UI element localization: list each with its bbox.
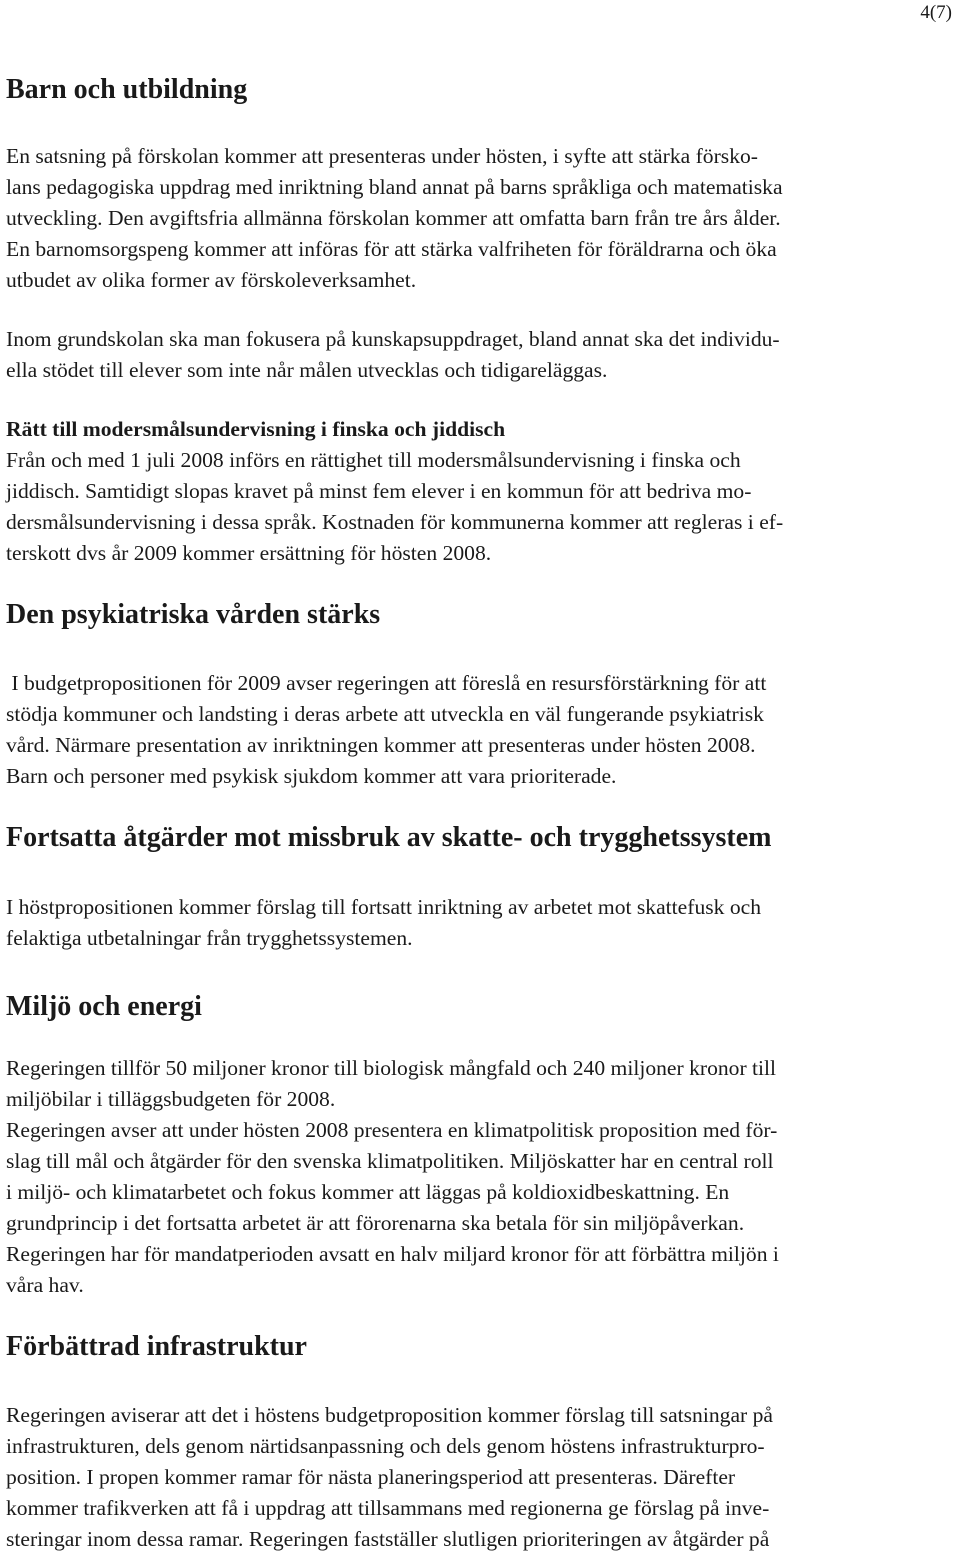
paragraph — [6, 1053, 954, 1301]
section-heading: Fortsatta åtgärder mot missbruk av skatte- och trygghetssystem — [6, 822, 772, 853]
text-line: våra hav. — [6, 1273, 84, 1297]
section-heading: Den psykiatriska vården stärks — [6, 599, 381, 630]
text-line: utbudet av olika former av förskoleverksamhet. — [6, 268, 417, 292]
text-line: I höstpropositionen kommer förslag till fortsatt inriktning av arbetet mot skattefusk och — [6, 895, 762, 919]
text-line: slag till mål och åtgärder för den svenska klimatpolitiken. Miljöskatter har en central roll — [6, 1149, 774, 1173]
text-line: i miljö- och klimatarbetet och fokus kommer att läggas på koldioxidbeskattning. En — [6, 1180, 730, 1204]
section-heading: Barn och utbildning — [6, 74, 248, 105]
text-line: vård. Närmare presentation av inriktningen kommer att presenteras under hösten 2008. — [6, 733, 756, 757]
text-line: stödja kommuner och landsting i deras arbete att utveckla en väl fungerande psykiatrisk — [6, 702, 764, 726]
text-line: En satsning på förskolan kommer att presenteras under hösten, i syfte att stärka försko- — [6, 144, 758, 168]
text-line: terskott dvs år 2009 kommer ersättning för hösten 2008. — [6, 541, 492, 565]
paragraph — [6, 1400, 954, 1555]
text-line: I budgetpropositionen för 2009 avser regeringen att föreslå en resursförstärkning för att — [6, 671, 767, 695]
text-line: lans pedagogiska uppdrag med inriktning bland annat på barns språkliga och matematiska — [6, 175, 783, 199]
text-line: Regeringen tillför 50 miljoner kronor till biologisk mångfald och 240 miljoner kronor till — [6, 1056, 777, 1080]
paragraph — [6, 892, 954, 954]
page-number: 4(7) — [920, 2, 952, 23]
text-line: Regeringen har för mandatperioden avsatt en halv miljard kronor för att förbättra miljön i — [6, 1242, 779, 1266]
paragraph — [6, 414, 954, 569]
section-heading: Miljö och energi — [6, 991, 202, 1022]
text-line: steringar inom dessa ramar. Regeringen fastställer slutligen prioriteringen av åtgärder på — [6, 1527, 770, 1551]
paragraph — [6, 141, 954, 296]
text-line: infrastrukturen, dels genom närtidsanpassning och dels genom höstens infrastrukturpro- — [6, 1434, 765, 1458]
paragraph — [6, 324, 954, 386]
text-line: Regeringen aviserar att det i höstens budgetproposition kommer förslag till satsningar på — [6, 1403, 773, 1427]
text-line: utveckling. Den avgiftsfria allmänna förskolan kommer att omfatta barn från tre års ålder. — [6, 206, 781, 230]
text-line: position. I propen kommer ramar för nästa planeringsperiod att presenteras. Därefter — [6, 1465, 736, 1489]
text-line: felaktiga utbetalningar från trygghetssystemen. — [6, 926, 413, 950]
text-line: Från och med 1 juli 2008 införs en rättighet till modersmålsundervisning i finska och — [6, 448, 741, 472]
text-line: grundprincip i det fortsatta arbetet är att förorenarna ska betala för sin miljöpåverkan. — [6, 1211, 745, 1235]
text-line: jiddisch. Samtidigt slopas kravet på minst fem elever i en kommun för att bedriva mo- — [6, 479, 752, 503]
text-line: Barn och personer med psykisk sjukdom kommer att vara prioriterade. — [6, 764, 617, 788]
subheading: Rätt till modersmålsundervisning i finska och jiddisch — [6, 417, 506, 441]
section-heading: Förbättrad infrastruktur — [6, 1331, 307, 1362]
text-line: ella stödet till elever som inte når målen utvecklas och tidigareläggas. — [6, 358, 608, 382]
text-line: En barnomsorgspeng kommer att införas för att stärka valfriheten för föräldrarna och öka — [6, 237, 777, 261]
text-line: Regeringen avser att under hösten 2008 presentera en klimatpolitisk proposition med för- — [6, 1118, 778, 1142]
text-line: Inom grundskolan ska man fokusera på kunskapsuppdraget, bland annat ska det individu- — [6, 327, 780, 351]
text-line: miljöbilar i tilläggsbudgeten för 2008. — [6, 1087, 336, 1111]
text-line: kommer trafikverken att få i uppdrag att tillsammans med regionerna ge förslag på inve- — [6, 1496, 770, 1520]
paragraph — [6, 668, 954, 792]
text-line: dersmålsundervisning i dessa språk. Kostnaden för kommunerna kommer att regleras i ef- — [6, 510, 784, 534]
